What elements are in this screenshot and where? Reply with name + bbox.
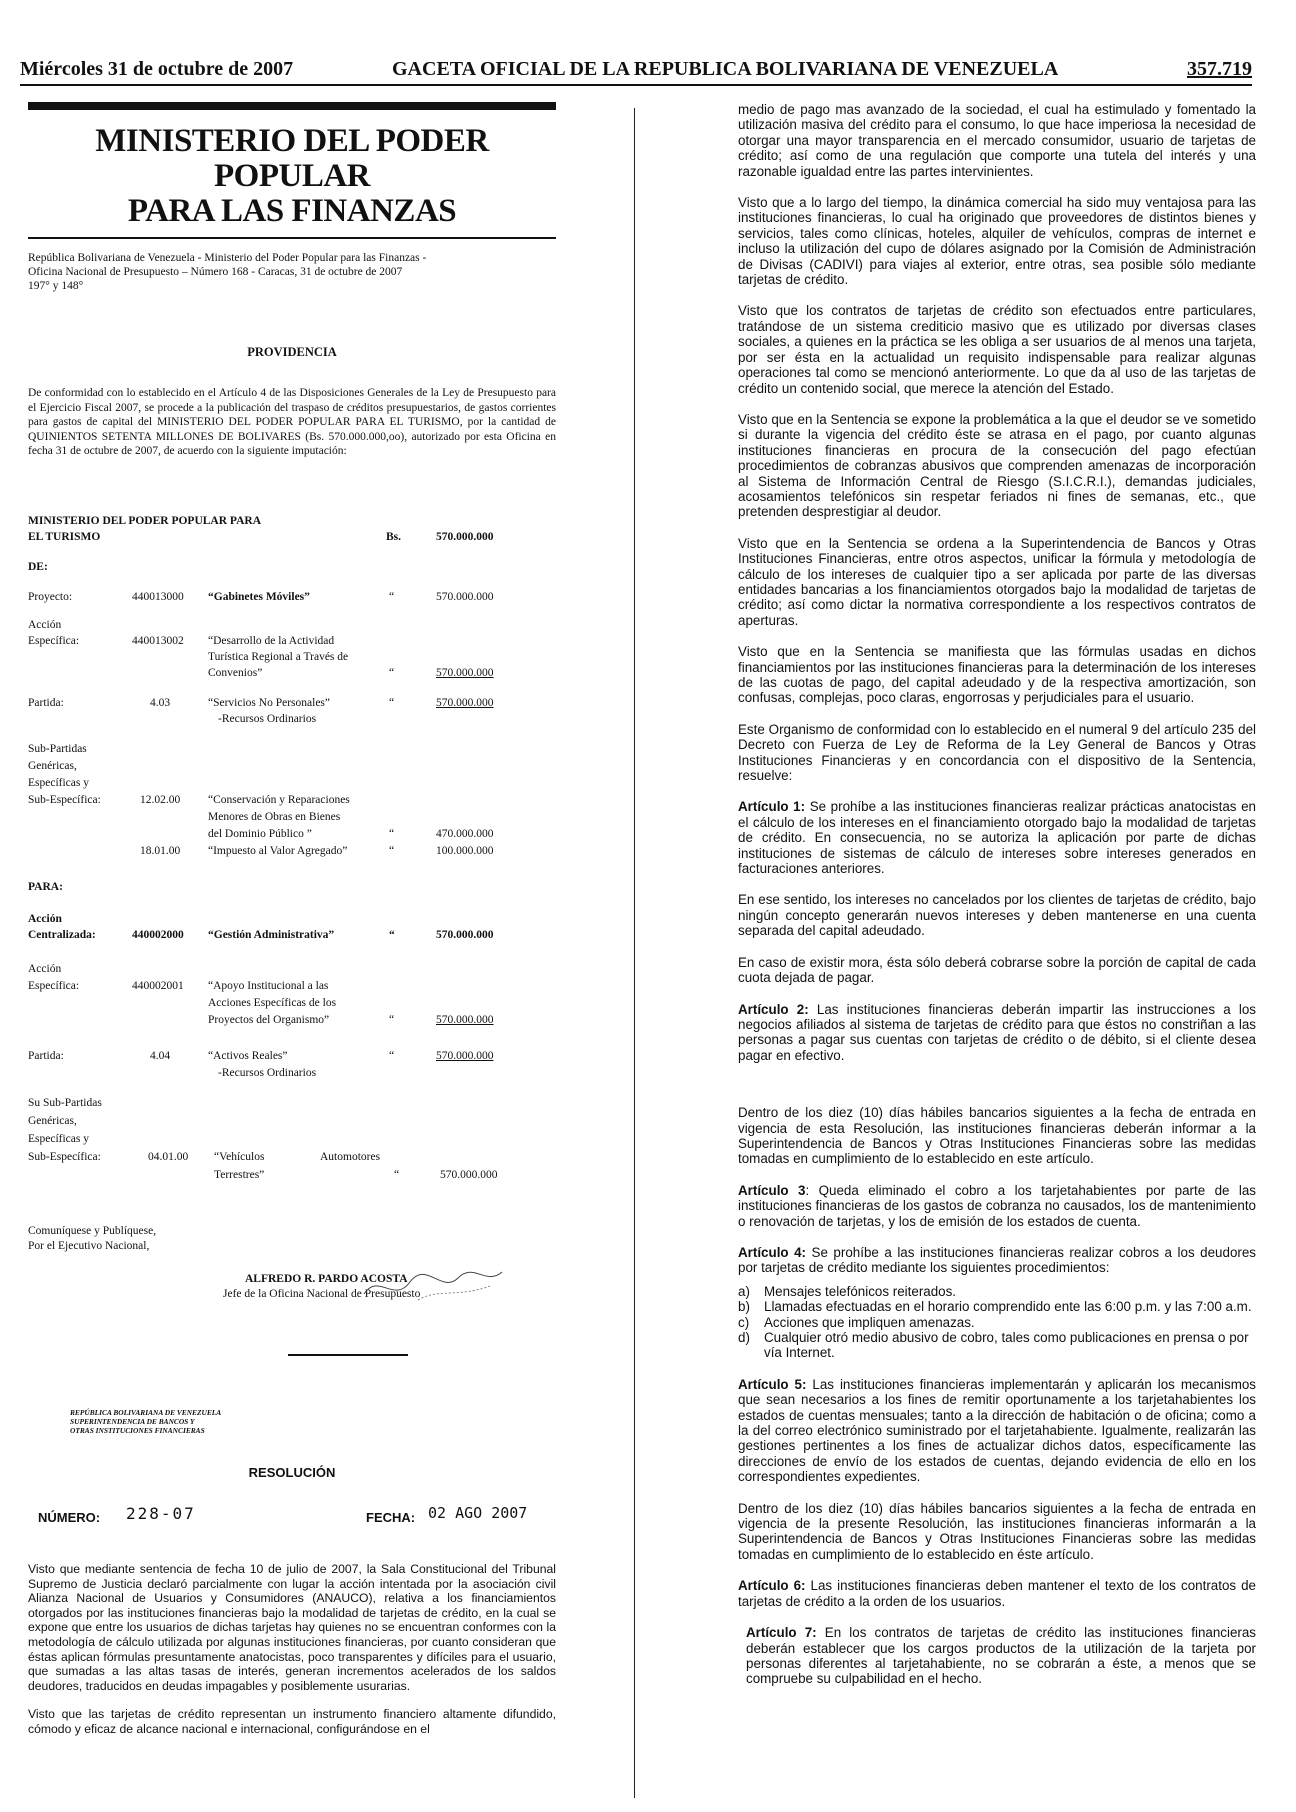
table-row <box>28 844 556 880</box>
list-item <box>738 1315 1256 1330</box>
section-bar <box>28 102 556 110</box>
row-code: 4.04 <box>150 1050 171 1062</box>
row-code: 18.01.00 <box>140 845 181 857</box>
providencia-heading: PROVIDENCIA <box>247 345 337 359</box>
row-name: del Dominio Público ” <box>208 828 312 840</box>
table-row <box>28 530 556 560</box>
table-row <box>28 1168 556 1186</box>
row-code: 12.02.00 <box>140 794 181 806</box>
row-label: Acción <box>28 913 62 925</box>
table-row <box>28 514 556 530</box>
ditto-mark: “ <box>394 1169 400 1181</box>
list-marker: a) <box>738 1283 750 1299</box>
numero-label: NÚMERO: <box>38 1510 101 1525</box>
row-code: 440002000 <box>132 929 184 941</box>
row-amount: 570.000.000 <box>436 1050 494 1062</box>
intro-line: 197° y 148° <box>28 280 84 292</box>
table-row <box>28 810 556 827</box>
row-amount: 570.000.000 <box>440 1169 498 1181</box>
row-name: “Apoyo Institucional a las <box>208 980 329 992</box>
article-label: Artículo 2: <box>738 1001 809 1017</box>
row-label: Sub-Específica: <box>28 1151 101 1163</box>
table-row <box>28 1132 556 1150</box>
ditto-mark: “ <box>389 697 395 709</box>
right-column <box>738 102 1256 1802</box>
row-amount: 570.000.000 <box>436 591 494 603</box>
table-row <box>28 928 556 962</box>
row-code: 4.03 <box>150 697 171 709</box>
de-label: DE: <box>28 561 48 573</box>
closing-block <box>28 1224 556 1254</box>
providencia-text: De conformidad con lo establecido en el Artículo 4 de las Disposiciones Generales de la Ley de Presupuesto para el Ejercicio Fiscal 2007, se procede a la publicación del traspaso de créditos presupuestarios, de gastos corrientes para gastos de capital del MINISTERIO DEL PODER POPULAR PARA EL TURISMO, por la cantidad de QUINIENTOS SETENTA MILLONES DE BOLIVARES (Bs. 570.000.000,oo), autorizado por esta Oficina en fecha 31 de octubre de 2007, de acuerdo con la siguiente imputación: <box>28 387 556 457</box>
table-row <box>28 712 556 742</box>
closing-line: Comuníquese y Publíquese, <box>28 1225 157 1237</box>
intro-line: Oficina Nacional de Presupuesto – Número 168 - Caracas, 31 de octubre de 2007 <box>28 266 403 278</box>
row-name: “Impuesto al Valor Agregado” <box>208 845 348 857</box>
article-4-list <box>738 1284 1256 1361</box>
article-label: Artículo 4: <box>738 1244 807 1260</box>
row-code: 440013000 <box>132 591 184 603</box>
article-text: En los contratos de tarjetas de crédito las instituciones financieras deberán establecer que los cargos productos de la utilización de la tarjeta por personas diferentes al tarjetahabiente, no se cobrarán a éste, a menos que se compruebe su culpabilidad en el hecho. <box>746 1625 1257 1687</box>
row-label: Acción <box>28 619 62 631</box>
row-label: Sub-Partidas <box>28 743 87 755</box>
ministry-title <box>28 124 556 229</box>
article-5 <box>738 1377 1256 1485</box>
table-row <box>28 776 556 793</box>
article-3 <box>738 1183 1256 1229</box>
article-label: Artículo 5: <box>738 1376 807 1392</box>
ministry-title-line2: PARA LAS FINANZAS <box>127 193 457 229</box>
signature-block <box>28 1270 556 1330</box>
row-amount: 570.000.000 <box>436 697 494 709</box>
ditto-mark: “ <box>389 1014 395 1026</box>
list-text: Cualquier otró medio abusivo de cobro, tales como publicaciones en prensa o por vía Internet. <box>764 1330 1249 1361</box>
row-name: Convenios” <box>208 667 263 679</box>
fecha-label: FECHA: <box>366 1510 416 1525</box>
resolution-paragraph: Dentro de los diez (10) días hábiles bancarios siguientes a la fecha de entrada en vigencia de esta Resolución, las instituciones financieras deberán informar a la Superintendencia de Bancos y Otras Instituciones Financieras sobre las medidas tomadas en cumplimiento de lo establecido en este artículo. <box>738 1105 1256 1167</box>
title-rule <box>28 237 556 239</box>
row-amount: 570.000.000 <box>436 1014 494 1026</box>
row-code: 440002001 <box>132 980 184 992</box>
row-label: Partida: <box>28 1050 64 1062</box>
row-name: Menores de Obras en Bienes <box>208 811 341 823</box>
resolucion-heading: RESOLUCIÓN <box>248 1465 336 1480</box>
ditto-mark: “ <box>389 929 395 941</box>
ditto-mark: “ <box>389 591 395 603</box>
row-amount: 570.000.000 <box>436 667 494 679</box>
table-row <box>28 590 556 618</box>
row-amount: 470.000.000 <box>436 828 494 840</box>
row-label: Acción <box>28 963 62 975</box>
resolution-paragraph: Visto que a lo largo del tiempo, la dinámica comercial ha sido muy ventajosa para las instituciones financieras, lo cual ha originado que proveedores de distintos bienes y servicios, tales como clínicas, hoteles, alquiler de vehículos, compras de internet e incluso la utilización del cupo de dólares asignado por la Comisión de Administración de Divisas (CADIVI) para viajes al exterior, entre otras, sea posible sólo mediante tarjetas de crédito. <box>738 195 1256 288</box>
issuer-line: SUPERINTENDENCIA DE BANCOS Y <box>70 1417 195 1426</box>
table-row <box>28 618 556 634</box>
table-row <box>28 979 556 996</box>
currency-label: Bs. <box>386 531 402 543</box>
resolution-paragraph: En caso de existir mora, ésta sólo deberá cobrarse sobre la porción de capital de cada cuota dejada de pagar. <box>738 954 1256 986</box>
article-text: Las instituciones financieras deberán impartir las instrucciones a los negocios afiliados al sistema de tarjetas de crédito para que éstos no constriñan a las personas a pagar sus cuentas con tarjetas de crédito o de débito, si el cliente desea pagar en efectivo. <box>738 1001 1256 1063</box>
ministry-title-line1: MINISTERIO DEL PODER POPULAR <box>95 123 489 194</box>
table-row <box>28 560 556 590</box>
list-item <box>738 1284 1256 1299</box>
article-4 <box>738 1245 1256 1276</box>
intro-block <box>28 251 556 293</box>
article-text: Las instituciones financieras implementarán y aplicarán los mecanismos que sean necesarios a los fines de remitir oportunamente a los tarjetahabientes los estados de cuentas mensuales; tanto a la dirección de habitación o de oficina; como a la del correo electrónico suministrado por el tarjetahabiente. Igualmente, realizarán las gestiones pertinentes a los fines de actualizar dichos datos, específicamente las direcciones de envío de los estados de cuentas, dejando evidencia de ello en los correspondientes expedientes. <box>738 1376 1256 1485</box>
article-label: Artículo 3 <box>738 1182 806 1198</box>
table-row <box>28 666 556 696</box>
resolution-paragraph: medio de pago mas avanzado de la sociedad, el cual ha estimulado y fomentado la utilización masiva del crédito para el consumo, lo que hace imperiosa la necesidad de otorgar una mayor transparencia en el mercado consumidor, usuario de tarjetas de crédito; así como de una regulación que comporte una tutela del interés y una razonable igualdad entre las partes intervinientes. <box>738 102 1256 179</box>
row-name: “Desarrollo de la Actividad <box>208 635 335 647</box>
row-label: Centralizada: <box>28 929 96 941</box>
article-6 <box>738 1578 1256 1609</box>
row-name: “Gestión Administrativa” <box>208 929 335 941</box>
table-row <box>28 1114 556 1132</box>
table-row <box>28 1013 556 1049</box>
row-code: 04.01.00 <box>148 1151 189 1163</box>
signature-rule <box>288 1354 408 1356</box>
article-label: Artículo 6: <box>738 1578 806 1594</box>
article-text: Se prohíbe a las instituciones financieras realizar prácticas anatocistas en el cálculo de los intereses en el financiamiento otorgado bajo la modalidad de tarjetas de crédito. En consecuencia, no se autoriza la aplicación por parte de dichas instituciones de sistemas de cálculo de intereses sobre intereses generados en facturaciones anteriores. <box>738 799 1256 877</box>
table-row <box>28 1150 556 1168</box>
table-row <box>28 650 556 666</box>
row-amount: 570.000.000 <box>436 929 494 941</box>
table-row <box>28 1066 556 1096</box>
intro-line: República Bolivariana de Venezuela - Ministerio del Poder Popular para las Finanzas - <box>28 252 427 264</box>
row-label: Específica: <box>28 635 80 647</box>
table-row <box>28 1049 556 1066</box>
para-label: PARA: <box>28 881 63 893</box>
column-divider <box>634 108 635 1798</box>
org-name: EL TURISMO <box>28 531 101 543</box>
resolution-paragraph: Visto que en la Sentencia se manifiesta que las fórmulas usadas en dichos financiamientos por las instituciones financieras para la determinación de los intereses de las cuotas de pago, del capital adeudado y de la respectiva amortización, son confusas, complejas, poco claras, engorrosas y perjudiciales para el usuario. <box>738 644 1256 706</box>
list-marker: c) <box>738 1314 750 1330</box>
row-subname: -Recursos Ordinarios <box>218 713 317 725</box>
row-name: Automotores <box>320 1151 381 1163</box>
resolution-paragraph: Visto que los contratos de tarjetas de crédito son efectuados entre particulares, tratándose de un sistema crediticio masivo que es utilizado por diversas clases sociales, a quienes en la práctica se les obliga a ser usuarios de al menos una tarjeta, por ser ésta en la actualidad un requisito indispensable para realizar algunas operaciones tal como se mencionó anteriormente. Lo que da al uso de las tarjetas de crédito un contenido social, que merece la atención del Estado. <box>738 303 1256 396</box>
row-name: Acciones Específicas de los <box>208 997 337 1009</box>
article-text: Se prohíbe a las instituciones financieras realizar cobros a los deudores por tarjetas de crédito mediante los siguientes procedimientos: <box>738 1244 1256 1276</box>
list-text: Mensajes telefónicos reiterados. <box>764 1283 957 1299</box>
row-name: “Servicios No Personales” <box>208 697 330 709</box>
list-item <box>738 1330 1256 1361</box>
article-text: : Queda eliminado el cobro a los tarjetahabientes por parte de las instituciones financieras de los gastos de cobranza no causados, los de mantenimiento o renovación de tarjetas, y los de emisión de los estados de cuenta. <box>738 1182 1256 1229</box>
table-row <box>28 912 556 928</box>
resolution-issuer <box>28 1408 556 1435</box>
row-subname: -Recursos Ordinarios <box>218 1067 317 1079</box>
gazette-title: GACETA OFICIAL DE LA REPUBLICA BOLIVARIANA DE VENEZUELA <box>392 58 1059 80</box>
fecha-value: 02 AGO 2007 <box>428 1504 528 1522</box>
row-name: “Activos Reales” <box>208 1050 288 1062</box>
list-text: Llamadas efectuadas en el horario comprendido ente las 6:00 p.m. y las 7:00 a.m. <box>764 1299 1252 1315</box>
page-header <box>20 58 1252 86</box>
row-label: Su Sub-Partidas <box>28 1097 102 1109</box>
resolution-paragraph: Dentro de los diez (10) días hábiles bancarios siguientes a la fecha de entrada en vigencia de la presente Resolución, las instituciones financieras informarán a la Superintendencia de Bancos y Otras Instituciones Financieras sobre las medidas tomadas en cumplimiento de lo establecido en éste artículo. <box>738 1500 1256 1562</box>
list-item <box>738 1299 1256 1314</box>
row-name: “Vehículos <box>214 1151 265 1163</box>
article-label: Artículo 1: <box>738 799 806 815</box>
resolution-paragraph: Visto que en la Sentencia se expone la problemática a la que el deudor se ve sometido si durante la vigencia del crédito éste se atrasa en el pago, por cuanto algunas instituciones financieras en procura de la consecución del pago efectúan procedimientos de cobranzas abusivos que comprenden amenazas de incorporación al Sistema de Información Central de Riesgo (S.I.C.R.I.), demandas judiciales, acosamientos telefónicos sin respetar feriados ni fines de semanas, etc., que pretenden desprestigiar al deudor. <box>738 411 1256 520</box>
article-2 <box>738 1002 1256 1064</box>
header-date: Miércoles 31 de octubre de 2007 <box>20 58 294 80</box>
row-label: Genéricas, <box>28 1115 77 1127</box>
resolution-paragraph: Visto que mediante sentencia de fecha 10 de julio de 2007, la Sala Constitucional del Tribunal Supremo de Justicia declaró parcialmente con lugar la acción intentada por la asociación civil Alianza Nacional de Usuarios y Consumidores (ANAUCO), relativa a los financiamientos otorgados por las instituciones financieras bajo la modalidad de tarjetas de crédito, en la cual se expone que entre los usuarios de dichas tarjetas hay quienes no se encuentran conformes con la metodología de cálculo utilizada por algunas instituciones financieras, por cuanto consideran que éstas aplican fórmulas presuntamente anatocistas, poco transparentes y difíciles para el usuario, que sumadas a las altas tasas de interés, generan incrementos acelerados de los saldos deudores, traducidos en deudas impagables y posiblemente usurarias. <box>28 1562 556 1693</box>
list-text: Acciones que impliquen amenazas. <box>764 1314 975 1330</box>
org-name: MINISTERIO DEL PODER POPULAR PARA <box>28 515 261 527</box>
table-row <box>28 634 556 650</box>
row-name: Terrestres” <box>214 1169 265 1181</box>
row-label: Proyecto: <box>28 591 73 603</box>
row-label: Partida: <box>28 697 64 709</box>
row-label: Específicas y <box>28 777 89 789</box>
table-row <box>28 696 556 712</box>
table-row <box>28 962 556 979</box>
list-marker: d) <box>738 1330 750 1345</box>
left-column <box>28 102 556 1802</box>
spacer <box>738 1079 1256 1105</box>
ditto-mark: “ <box>389 845 395 857</box>
table-row <box>28 880 556 912</box>
table-row <box>28 793 556 810</box>
row-name: “Gabinetes Móviles” <box>208 591 310 603</box>
resolution-meta <box>28 1504 556 1534</box>
closing-line: Por el Ejecutivo Nacional, <box>28 1240 150 1252</box>
table-row <box>28 759 556 776</box>
page-number: 357.719 <box>1187 58 1252 80</box>
signature-scribble <box>358 1264 508 1308</box>
table-row <box>28 827 556 844</box>
numero-value: 228-07 <box>126 1504 196 1523</box>
article-7 <box>738 1625 1256 1687</box>
article-text: Las instituciones financieras deben mantener el texto de los contratos de tarjetas de crédito a la orden de los usuarios. <box>738 1578 1256 1609</box>
row-amount: 100.000.000 <box>436 845 494 857</box>
issuer-line: REPÚBLICA BOLIVARIANA DE VENEZUELA <box>70 1408 222 1417</box>
row-label: Sub-Específica: <box>28 794 101 806</box>
table-row <box>28 1096 556 1114</box>
table-row <box>28 742 556 759</box>
header-rule <box>20 84 1252 86</box>
budget-table <box>28 514 556 1186</box>
row-name: Turística Regional a Través de <box>208 651 349 663</box>
resolution-paragraph: En ese sentido, los intereses no cancelados por los clientes de tarjetas de crédito, bajo ningún concepto generarán nuevos intereses y deben mantenerse en una cuenta separada del capital adeudado. <box>738 892 1256 939</box>
table-row <box>28 996 556 1013</box>
list-marker: b) <box>738 1299 750 1315</box>
row-name: “Conservación y Reparaciones <box>208 794 350 806</box>
article-1 <box>738 799 1256 876</box>
row-name: Proyectos del Organismo” <box>208 1014 330 1026</box>
row-label: Específicas y <box>28 1133 89 1145</box>
signer-title: Jefe de la Oficina Nacional de Presupuesto <box>223 1288 421 1300</box>
row-label: Específica: <box>28 980 80 992</box>
ditto-mark: “ <box>389 828 395 840</box>
row-label: Genéricas, <box>28 760 77 772</box>
row-code: 440013002 <box>132 635 184 647</box>
article-label: Artículo 7: <box>746 1625 817 1641</box>
resolution-paragraph: Visto que las tarjetas de crédito representan un instrumento financiero altamente difundido, cómodo y eficaz de alcance nacional e internacional, configurándose en el <box>28 1707 556 1736</box>
ditto-mark: “ <box>389 667 395 679</box>
ditto-mark: “ <box>389 1050 395 1062</box>
issuer-line: OTRAS INSTITUCIONES FINANCIERAS <box>70 1426 205 1435</box>
total-amount: 570.000.000 <box>436 531 494 543</box>
signer-name: ALFREDO R. PARDO ACOSTA <box>245 1273 408 1285</box>
resolution-paragraph: Este Organismo de conformidad con lo establecido en el numeral 9 del artículo 235 del Decreto con Fuerza de Ley de Reforma de la Ley General de Bancos y Otras Instituciones Financieras y en concordancia con el dispositivo de la Sentencia, resuelve: <box>738 721 1256 784</box>
resolution-paragraph: Visto que en la Sentencia se ordena a la Superintendencia de Bancos y Otras Instituciones Financieras, entre otros aspectos, unificar la fórmula y metodología de cálculo de los intereses de cualquier tipo a ser aplicada por parte de las diversas entidades bancarias a los financiamientos otorgados bajo la modalidad de tarjetas de crédito; así como dictar la normativa correspondiente a los respectivos contratos de aperturas. <box>738 535 1256 628</box>
